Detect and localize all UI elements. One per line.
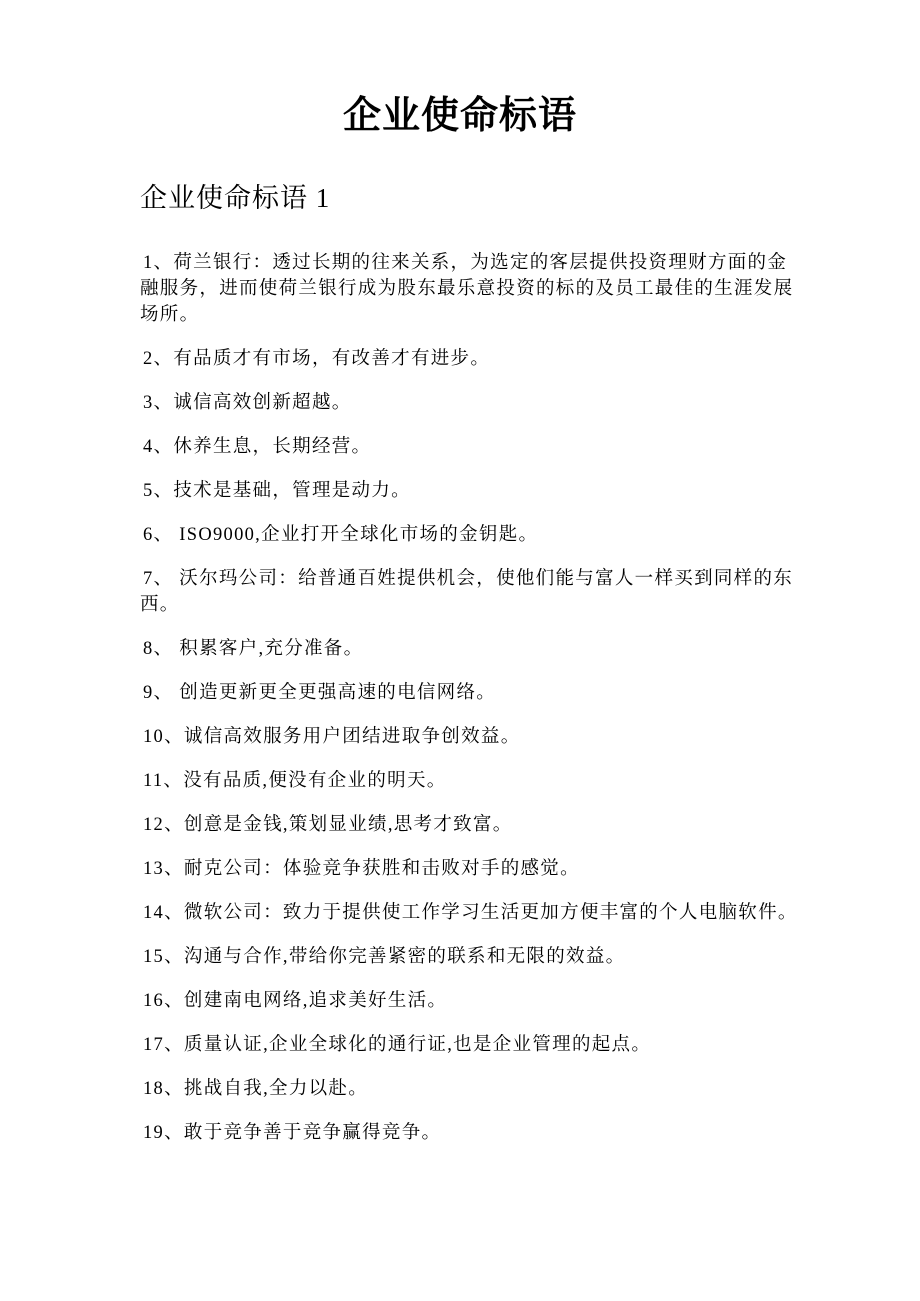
list-item: 12、创意是金钱,策划显业绩,思考才致富。 bbox=[143, 815, 513, 835]
list-item: 11、没有品质,便没有企业的明天。 bbox=[143, 771, 447, 791]
list-item: 3、诚信高效创新超越。 bbox=[143, 393, 352, 413]
list-item: 19、敢于竞争善于竞争赢得竞争。 bbox=[143, 1123, 442, 1143]
list-item: 17、质量认证,企业全球化的通行证,也是企业管理的起点。 bbox=[143, 1035, 652, 1055]
slogan-list bbox=[140, 250, 804, 1164]
list-item: 5、技术是基础，管理是动力。 bbox=[143, 481, 411, 501]
section-heading: 企业使命标语 1 bbox=[140, 183, 331, 213]
list-item: 13、耐克公司：体验竞争获胜和击败对手的感觉。 bbox=[143, 859, 580, 879]
list-item: 16、创建南电网络,追求美好生活。 bbox=[143, 991, 448, 1011]
list-item: 8、 积累客户,充分准备。 bbox=[143, 639, 364, 659]
list-item: 18、挑战自我,全力以赴。 bbox=[143, 1079, 369, 1099]
list-item: 7、 沃尔玛公司：给普通百姓提供机会，使他们能与富人一样买到同样的东西。 bbox=[140, 569, 794, 615]
document-title: 企业使命标语 bbox=[342, 95, 577, 137]
list-item: 2、有品质才有市场，有改善才有进步。 bbox=[143, 349, 491, 369]
list-item: 4、休养生息，长期经营。 bbox=[143, 437, 372, 457]
list-item: 9、 创造更新更全更强高速的电信网络。 bbox=[143, 683, 497, 703]
list-item: 10、诚信高效服务用户团结进取争创效益。 bbox=[143, 727, 521, 747]
list-item: 15、沟通与合作,带给你完善紧密的联系和无限的效益。 bbox=[143, 947, 626, 967]
list-item: 6、 ISO9000,企业打开全球化市场的金钥匙。 bbox=[143, 525, 539, 545]
list-item: 1、荷兰银行：透过长期的往来关系，为选定的客层提供投资理财方面的金融服务，进而使荷兰银行成为股东最乐意投资的标的及员工最佳的生涯发展场所。 bbox=[140, 253, 794, 325]
list-item: 14、微软公司：致力于提供使工作学习生活更加方便丰富的个人电脑软件。 bbox=[143, 903, 798, 923]
